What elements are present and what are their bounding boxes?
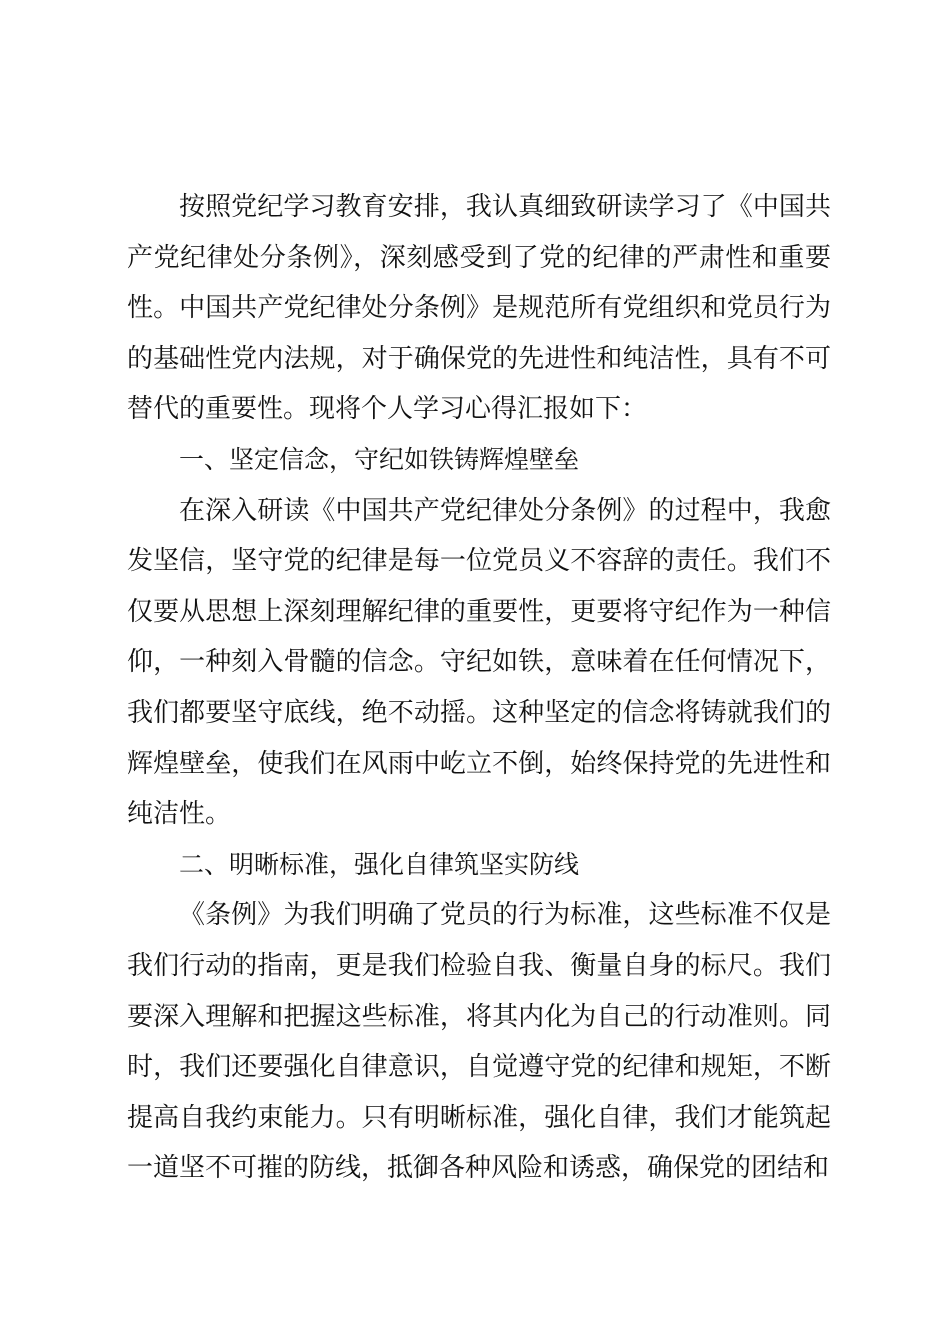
section-heading-1: 一、坚定信念，守纪如铁铸辉煌壁垒	[179, 444, 580, 474]
document-body	[127, 182, 831, 1194]
section-heading-2: 二、明晰标准，强化自律筑坚实防线	[179, 849, 580, 879]
section-1-paragraph: 在深入研读《中国共产党纪律处分条例》的过程中，我愈发坚信，坚守党的纪律是每一位党员义不容辞的责任。我们不仅要从思想上深刻理解纪律的重要性，更要将守纪作为一种信仰，一种刻入骨髓的信念。守纪如铁，意味着在任何情况下，我们都要坚守底线，绝不动摇。这种坚定的信念将铸就我们的辉煌壁垒，使我们在风雨中屹立不倒，始终保持党的先进性和纯洁性。	[127, 495, 831, 830]
intro-paragraph: 按照党纪学习教育安排，我认真细致研读学习了《中国共产党纪律处分条例》，深刻感受到了党的纪律的严肃性和重要性。中国共产党纪律处分条例》是规范所有党组织和党员行为的基础性党内法规，对于确保党的先进性和纯洁性，具有不可替代的重要性。现将个人学习心得汇报如下：	[127, 192, 831, 425]
section-2-paragraph: 《条例》为我们明确了党员的行为标准，这些标准不仅是我们行动的指南，更是我们检验自我、衡量自身的标尺。我们要深入理解和把握这些标准，将其内化为自己的行动准则。同时，我们还要强化自律意识，自觉遵守党的纪律和规矩，不断提高自我约束能力。只有明晰标准，强化自律，我们才能筑起一道坚不可摧的防线，抵御各种风险和诱惑，确保党的团结和	[127, 900, 831, 1184]
